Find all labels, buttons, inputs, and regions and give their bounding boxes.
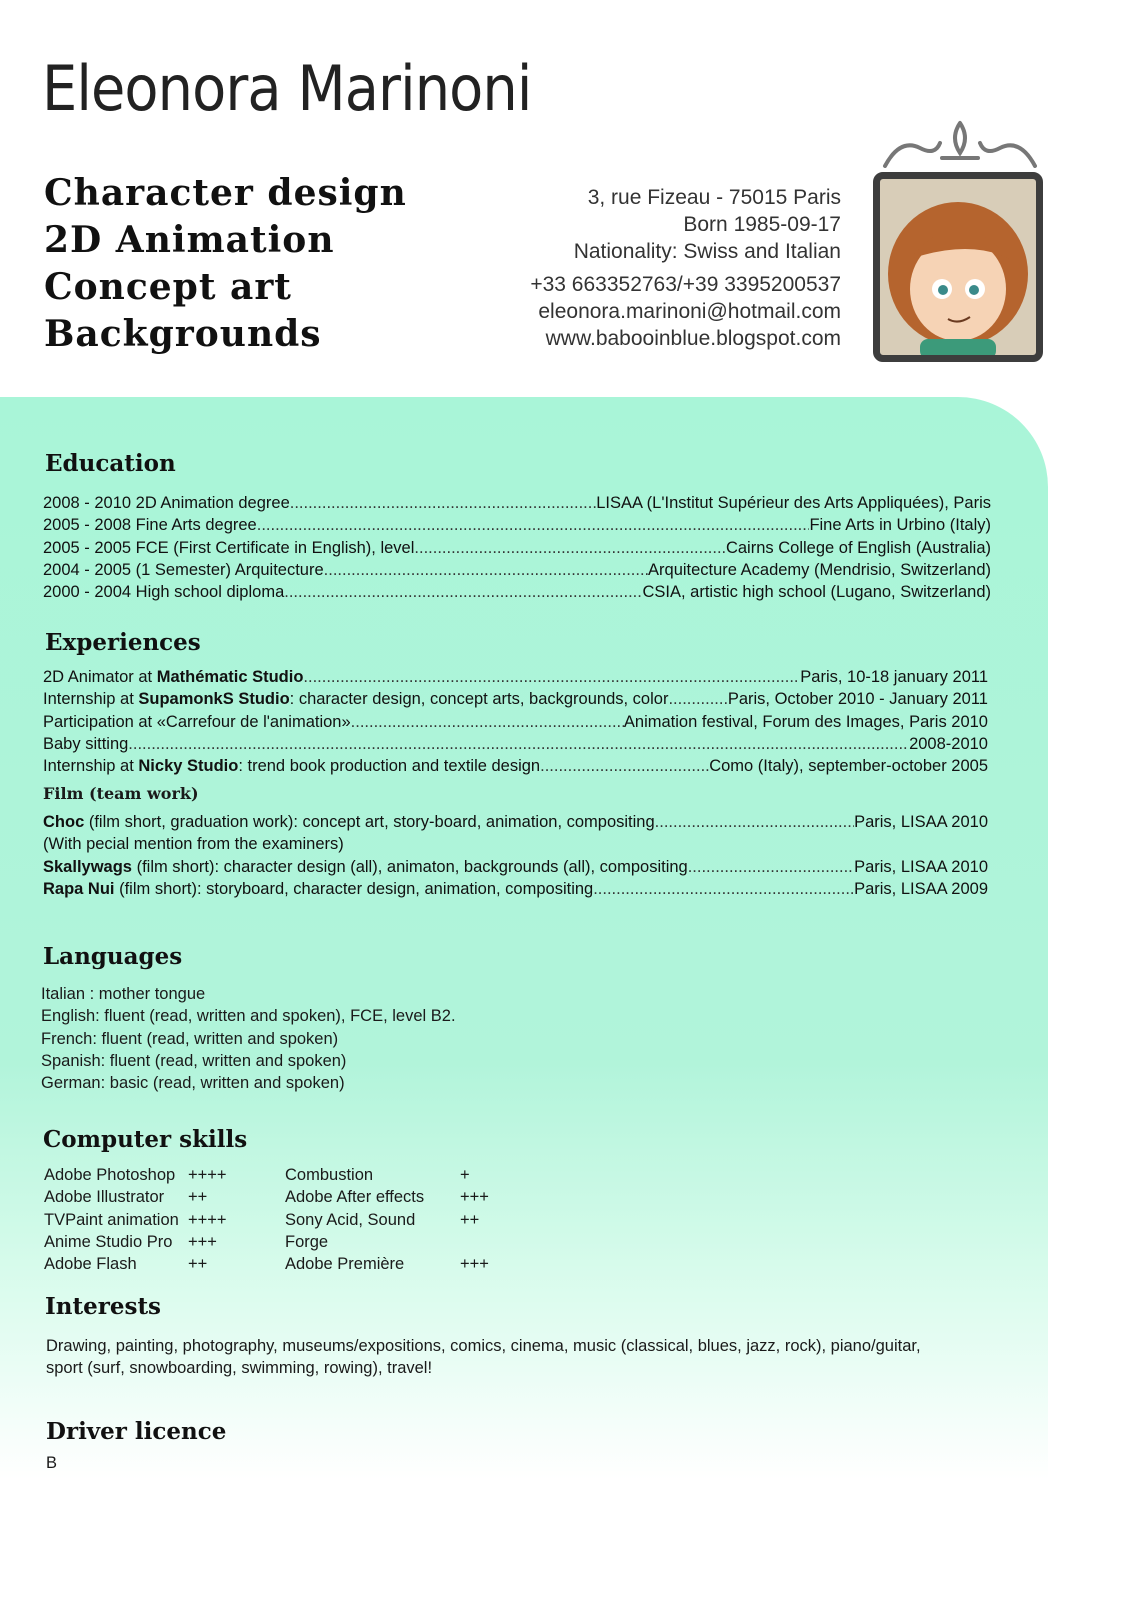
role: Character design — [44, 172, 407, 214]
experience-text: Participation at «Carrefour de l'animation» — [43, 712, 351, 731]
skill-level: +++ — [460, 1255, 489, 1274]
experience-row — [43, 666, 988, 688]
film-title — [43, 856, 688, 878]
skills-column-2 — [285, 1164, 489, 1275]
dot-leader — [257, 514, 810, 536]
dot-leader — [324, 559, 648, 581]
dot-leader — [290, 492, 596, 514]
skill-level: + — [460, 1166, 470, 1184]
education-row — [43, 559, 991, 581]
driver-licence-heading: Driver licence — [46, 1418, 227, 1445]
interests-line: sport (surf, snowboarding, swimming, rowing), travel! — [46, 1359, 433, 1378]
skill-level: +++ — [460, 1188, 489, 1207]
experience-row — [43, 688, 988, 710]
skill-name: Combustion — [285, 1166, 374, 1184]
education-degree: 2008 - 2010 2D Animation degree — [43, 494, 290, 512]
experience-company: Nicky Studio — [138, 757, 239, 776]
languages-heading: Languages — [43, 943, 183, 970]
film-note: (With pecial mention from the examiners) — [43, 835, 344, 854]
education-heading: Education — [45, 450, 176, 477]
avatar-portrait — [873, 172, 1043, 362]
film-place-date: Paris, LISAA 2010 — [854, 813, 988, 831]
nationality: Nationality: Swiss and Italian — [573, 240, 841, 263]
phone: +33 663352763/+39 3395200537 — [530, 273, 841, 296]
film-title — [43, 811, 655, 833]
experience-row — [43, 711, 988, 733]
dot-leader — [414, 537, 726, 559]
character-portrait-icon — [880, 179, 1036, 355]
experience-text: Baby sitting — [43, 734, 129, 753]
film-detail: (film short): character design (all), animaton, backgrounds (all), compositing — [131, 857, 688, 876]
skill-level: ++ — [460, 1210, 480, 1229]
skill-row — [44, 1231, 227, 1253]
film-row — [43, 856, 988, 878]
name-heading: Eleonora Marinoni — [42, 52, 532, 125]
education-school: Arquitecture Academy (Mendrisio, Switzerland) — [648, 560, 991, 579]
education-row — [43, 514, 991, 536]
skill-row — [285, 1209, 489, 1254]
skill-name: Adobe Flash — [44, 1255, 137, 1274]
experience-place-date: Paris, 10-18 january 2011 — [800, 668, 988, 686]
skill-level: +++ — [188, 1232, 217, 1251]
skill-name: Adobe Illustrator — [44, 1188, 165, 1207]
film-detail: (film short): storyboard, character design, animation, compositing — [114, 879, 594, 898]
interests-text — [46, 1335, 921, 1380]
experience-title — [43, 711, 351, 733]
skill-name: Adobe Première — [285, 1255, 405, 1274]
film-title — [43, 878, 593, 900]
experience-row — [43, 755, 988, 777]
dot-leader — [593, 878, 854, 900]
experiences-heading: Experiences — [45, 629, 201, 656]
contact-info — [530, 184, 841, 352]
education-degree: 2005 - 2008 Fine Arts degree — [43, 516, 257, 535]
address: 3, rue Fizeau - 75015 Paris — [587, 186, 841, 209]
dot-leader — [688, 856, 854, 878]
dot-leader — [655, 811, 854, 833]
skill-level: ++++ — [188, 1166, 227, 1184]
experience-company: SupamonkS Studio — [138, 690, 290, 709]
language-item: Spanish: fluent (read, written and spoken) — [41, 1051, 347, 1070]
film-name: Skallywags — [43, 857, 132, 876]
experience-row — [43, 733, 988, 755]
email[interactable]: eleonora.marinoni@hotmail.com — [538, 300, 841, 323]
languages-list — [41, 983, 456, 1094]
ornament-icon — [880, 118, 1040, 168]
language-item: English: fluent (read, written and spoken), FCE, level B2. — [41, 1007, 456, 1026]
experience-title — [43, 755, 540, 777]
skill-level: ++ — [188, 1255, 208, 1274]
film-place-date: Paris, LISAA 2010 — [854, 857, 988, 876]
language-item: French: fluent (read, written and spoken) — [41, 1029, 339, 1048]
skill-level: ++++ — [188, 1210, 227, 1229]
role: Concept art — [44, 266, 292, 308]
skill-row — [44, 1209, 227, 1231]
education-list — [43, 492, 991, 603]
film-row — [43, 878, 988, 900]
education-school: CSIA, artistic high school (Lugano, Switzerland) — [642, 583, 991, 602]
dot-leader — [540, 755, 709, 777]
interests-heading: Interests — [45, 1293, 162, 1320]
role: Backgrounds — [44, 313, 322, 355]
birth-date: Born 1985-09-17 — [683, 213, 841, 236]
role: 2D Animation — [44, 219, 335, 261]
experience-place-date: Como (Italy), september-october 2005 — [709, 757, 988, 776]
education-school: LISAA (L'Institut Supérieur des Arts Appliquées), Paris — [596, 494, 991, 512]
skill-row — [285, 1253, 489, 1275]
experience-place-date: Animation festival, Forum des Images, Paris 2010 — [623, 712, 988, 731]
dot-leader — [128, 733, 909, 755]
film-detail: (film short, graduation work): concept art, story-board, animation, compositing — [84, 813, 655, 831]
dot-leader — [284, 581, 642, 603]
experience-detail: : character design, concept arts, backgrounds, color — [289, 690, 669, 709]
language-item: Italian : mother tongue — [41, 985, 206, 1003]
dot-leader — [303, 666, 800, 688]
experience-title — [43, 733, 128, 755]
skill-name: Adobe After effects — [285, 1188, 425, 1207]
skill-row — [285, 1186, 489, 1208]
experience-title — [43, 688, 668, 710]
film-place-date: Paris, LISAA 2009 — [854, 879, 988, 898]
skill-name: Adobe Photoshop — [44, 1166, 176, 1184]
education-row — [43, 492, 991, 514]
skill-name: Anime Studio Pro — [44, 1232, 173, 1251]
skill-name: Sony Acid, Sound Forge — [285, 1210, 416, 1251]
film-row — [43, 811, 988, 833]
language-item: German: basic (read, written and spoken) — [41, 1074, 345, 1093]
experience-title — [43, 666, 303, 688]
skill-row — [285, 1164, 489, 1186]
film-name: Rapa Nui — [43, 879, 115, 898]
skill-row — [44, 1186, 227, 1208]
education-row — [43, 537, 991, 559]
skills-column-1 — [44, 1164, 227, 1275]
website[interactable]: www.babooinblue.blogspot.com — [545, 327, 841, 350]
experience-text: 2D Animator at — [43, 668, 157, 686]
computer-skills-heading: Computer skills — [43, 1126, 248, 1153]
skill-row — [44, 1253, 227, 1275]
skill-level: ++ — [188, 1188, 208, 1207]
driver-licence-value: B — [46, 1454, 58, 1472]
film-list — [43, 811, 988, 900]
dot-leader — [351, 711, 624, 733]
experience-text: Internship at — [43, 757, 139, 776]
education-degree: 2000 - 2004 High school diploma — [43, 583, 285, 602]
experience-detail: : trend book production and textile design — [238, 757, 541, 776]
education-row — [43, 581, 991, 603]
education-school: Cairns College of English (Australia) — [725, 538, 991, 557]
education-degree: 2005 - 2005 FCE (First Certificate in English), level — [43, 538, 415, 557]
education-school: Fine Arts in Urbino (Italy) — [809, 516, 991, 535]
experience-place-date: 2008-2010 — [909, 734, 988, 753]
experience-place-date: Paris, October 2010 - January 2011 — [727, 690, 988, 709]
skill-row — [44, 1164, 227, 1186]
education-degree: 2004 - 2005 (1 Semester) Arquitecture — [43, 560, 324, 579]
roles-list — [44, 170, 407, 358]
skill-name: TVPaint animation — [44, 1210, 179, 1229]
interests-line: Drawing, painting, photography, museums/expositions, comics, cinema, music (classical, blues, jazz, rock), piano/guitar, — [46, 1337, 921, 1355]
dot-leader — [668, 688, 727, 710]
experience-company: Mathématic Studio — [156, 668, 304, 686]
experience-text: Internship at — [43, 690, 139, 709]
experiences-list — [43, 666, 988, 777]
film-heading: Film (team work) — [43, 784, 199, 803]
film-name: Choc — [43, 813, 85, 831]
